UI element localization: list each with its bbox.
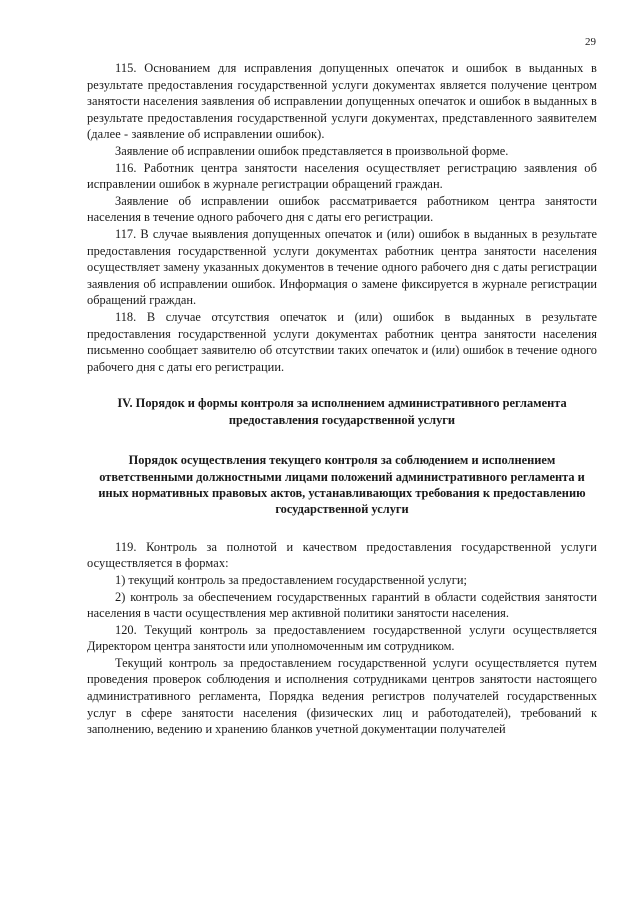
- paragraph-116: 116. Работник центра занятости населения осуществляет регистрацию заявления об исправлении ошибок в журнале регистрации обращений граждан.: [87, 160, 597, 192]
- paragraph-118: 118. В случае отсутствия опечаток и (или) ошибок в выданных в результате предоставления государственной услуги документах работник центра занятости населения письменно сообщает заявителю об отсутствии таких опечаток и (или) ошибок в течение одного рабочего дня с даты его регистрации.: [87, 309, 597, 374]
- list-item-2: 2) контроль за обеспечением государственных гарантий в области содействия занятости населения в части осуществления мер активной политики занятости населения.: [87, 589, 597, 621]
- page-number: 29: [585, 36, 596, 48]
- paragraph-117: 117. В случае выявления допущенных опечаток и (или) ошибок в выданных в результате предоставления государственной услуги документах работник центра занятости населения осуществляет замену указанных документов в течение одного рабочего дня с даты регистрации заявления об исправлении ошибок. Информация о замене фиксируется в журнале регистрации обращений граждан.: [87, 226, 597, 308]
- section-heading: IV. Порядок и формы контроля за исполнением административного регламента предоставления государственной услуги: [117, 396, 567, 427]
- sub-heading: Порядок осуществления текущего контроля за соблюдением и исполнением ответственными должностными лицами положений административного регламента и иных нормативных правовых актов, устанавливающих требования к предоставлению государственной услуги: [98, 453, 586, 517]
- paragraph-115: 115. Основанием для исправления допущенных опечаток и ошибок в выданных в результате предоставления государственной услуги документах является получение центром занятости населения заявления об исправлении допущенных опечаток и ошибок в выданных в результате предоставления государственной услуги документах, представленного заявителем (далее - заявление об исправлении ошибок).: [87, 61, 597, 142]
- list-item-1: 1) текущий контроль за предоставлением государственной услуги;: [115, 572, 467, 587]
- paragraph-review-term: Заявление об исправлении ошибок рассматривается работником центра занятости населения в течение одного рабочего дня с даты его регистрации.: [87, 193, 597, 225]
- paragraph-119: 119. Контроль за полнотой и качеством предоставления государственной услуги осуществляется в формах:: [87, 539, 597, 571]
- paragraph-free-form: Заявление об исправлении ошибок представляется в произвольной форме.: [115, 143, 509, 158]
- paragraph-current-control: Текущий контроль за предоставлением государственной услуги осуществляется путем проведения проверок соблюдения и исполнения сотрудниками центров занятости настоящего административного регламента, Порядка ведения регистров получателей государственных услуг в сфере занятости населения (физических лиц и работодателей), требований к заполнению, ведению и хранению бланков учетной документации получателей: [87, 655, 597, 737]
- paragraph-120: 120. Текущий контроль за предоставлением государственной услуги осуществляется Директором центра занятости или уполномоченным им сотрудником.: [87, 622, 597, 654]
